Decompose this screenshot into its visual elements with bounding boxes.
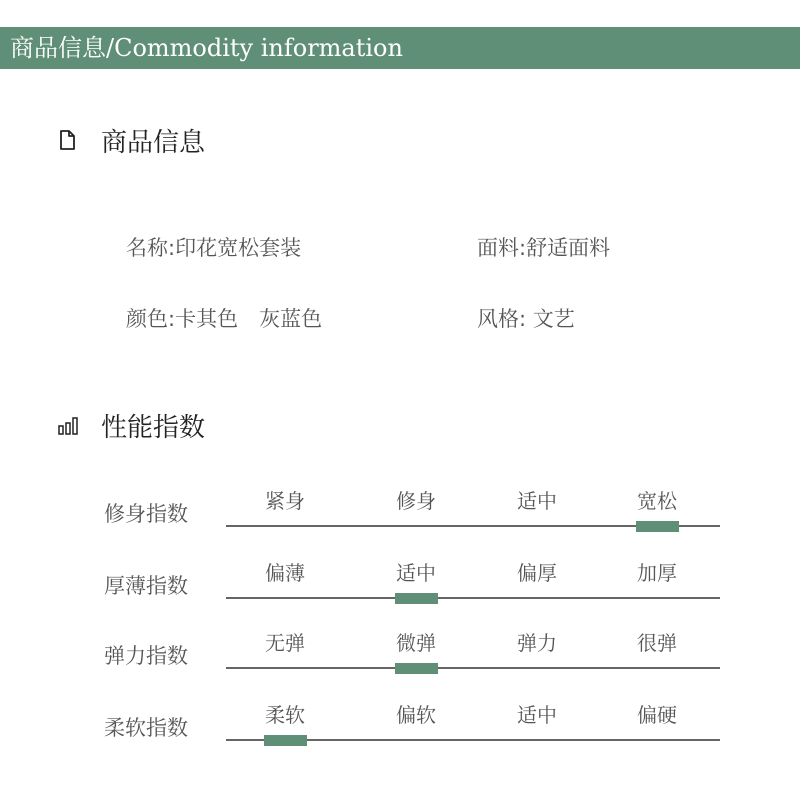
bar-chart-icon — [57, 414, 79, 436]
rating-option: 适中 — [396, 561, 436, 585]
rating-option: 很弹 — [637, 631, 677, 655]
rating-selected-marker — [395, 663, 438, 674]
rating-option: 适中 — [517, 489, 557, 513]
rating-selected-marker — [264, 735, 307, 746]
header-banner — [0, 27, 800, 69]
rating-label: 弹力指数 — [104, 644, 188, 668]
rating-option: 偏薄 — [265, 561, 305, 585]
rating-scale-line — [226, 597, 720, 599]
rating-scale-line — [226, 667, 720, 669]
rating-option: 紧身 — [265, 489, 305, 513]
rating-option: 偏厚 — [517, 561, 557, 585]
rating-option: 加厚 — [637, 561, 677, 585]
section-title-performance: 性能指数 — [101, 412, 206, 443]
rating-label: 柔软指数 — [104, 716, 188, 740]
banner-title: 商品信息/Commodity information — [10, 34, 403, 62]
info-name: 名称:印花宽松套装 — [126, 236, 302, 260]
rating-option: 偏硬 — [637, 703, 677, 727]
section-header-info — [57, 120, 205, 160]
section-header-performance — [57, 405, 205, 445]
info-fabric: 面料:舒适面料 — [477, 236, 611, 260]
rating-option: 柔软 — [265, 703, 305, 727]
rating-label: 厚薄指数 — [104, 574, 188, 598]
rating-option: 无弹 — [265, 631, 305, 655]
rating-selected-marker — [636, 521, 679, 532]
info-color: 颜色:卡其色 灰蓝色 — [126, 307, 323, 331]
rating-option: 弹力 — [517, 631, 557, 655]
rating-option: 宽松 — [637, 489, 677, 513]
rating-option: 微弹 — [396, 631, 436, 655]
section-title-info: 商品信息 — [101, 127, 206, 158]
rating-option: 修身 — [396, 489, 436, 513]
document-icon — [57, 129, 79, 151]
rating-option: 适中 — [517, 703, 557, 727]
info-style: 风格: 文艺 — [477, 307, 575, 331]
rating-label: 修身指数 — [104, 502, 188, 526]
rating-selected-marker — [395, 593, 438, 604]
rating-option: 偏软 — [396, 703, 436, 727]
